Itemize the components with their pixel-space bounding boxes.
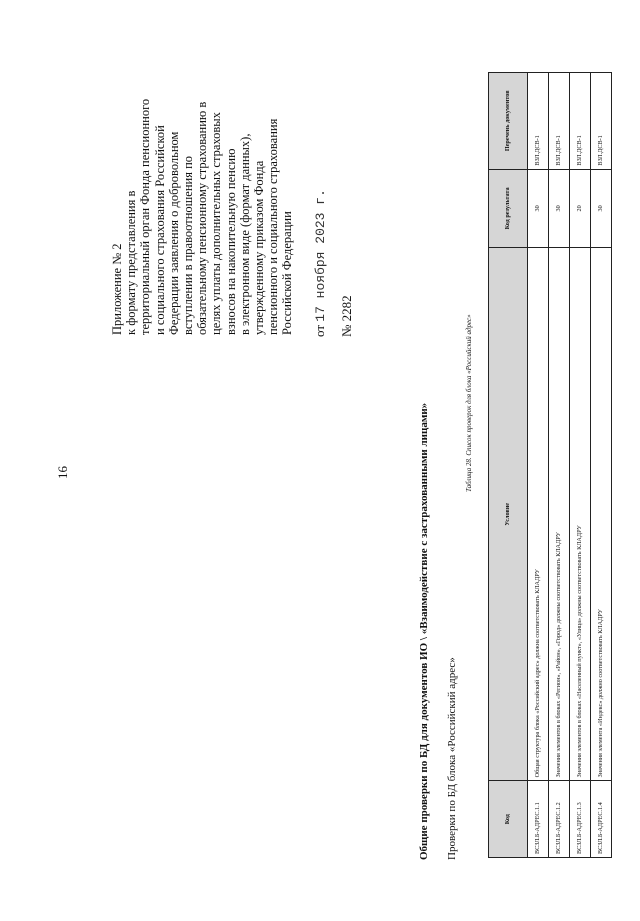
table-row bbox=[570, 73, 591, 858]
date-prefix: от bbox=[312, 324, 327, 337]
appendix-line: утвержденному приказом Фонда bbox=[252, 160, 267, 335]
cell-code: ВСЗЛ.Б-АДРЕС.1.4 bbox=[591, 781, 612, 858]
appendix-line: к формату представления в bbox=[124, 190, 139, 335]
appendix-line: целях уплаты дополнительных страховых bbox=[209, 112, 224, 335]
cell-result: 30 bbox=[549, 169, 570, 248]
cell-condition: Значения элемента «Индекс» должно соответствовать КЛАДРУ bbox=[591, 248, 612, 781]
header-docs: Перечень документов bbox=[489, 73, 528, 170]
cell-code: ВСЗЛ.Б-АДРЕС.1.3 bbox=[570, 781, 591, 858]
appendix-header bbox=[110, 99, 295, 335]
appendix-line: пенсионного и социального страхования bbox=[266, 118, 281, 335]
cell-result: 20 bbox=[570, 169, 591, 248]
cell-docs: ВЗЛ.ДСВ-1 bbox=[570, 73, 591, 170]
cell-code: ВСЗЛ.Б-АДРЕС.1.2 bbox=[549, 781, 570, 858]
appendix-line: Федерации заявления о добровольном bbox=[166, 131, 181, 335]
order-date bbox=[313, 189, 327, 337]
appendix-line: и социального страхования Российской bbox=[152, 125, 167, 335]
cell-docs: ВЗЛ.ДСВ-1 bbox=[528, 73, 549, 170]
checks-table bbox=[488, 72, 612, 858]
cell-result: 30 bbox=[591, 169, 612, 248]
header-result: Код результата bbox=[489, 169, 528, 248]
table-row bbox=[528, 73, 549, 858]
page-number: 16 bbox=[55, 466, 70, 479]
table-row bbox=[591, 73, 612, 858]
appendix-line: обязательному пенсионному страхованию в bbox=[195, 101, 210, 335]
table-caption: Таблица 28. Список проверок для блока «Российский адрес» bbox=[465, 314, 473, 492]
appendix-line: взносов на накопительную пенсию bbox=[223, 148, 238, 335]
cell-condition: Значения элементов в блоках «Населенный пункт», «Улица» должны соответствовать КЛАДРУ bbox=[570, 248, 591, 781]
header-code: Код bbox=[489, 781, 528, 858]
table-header-row bbox=[489, 73, 528, 858]
cell-result: 30 bbox=[528, 169, 549, 248]
date-value: 17 ноября 2023 г. bbox=[313, 189, 328, 322]
appendix-line: в электронном виде (формат данных), bbox=[237, 133, 252, 335]
order-number bbox=[340, 295, 353, 337]
appendix-line: Приложение № 2 bbox=[110, 243, 124, 335]
checks-table-wrapper bbox=[488, 72, 612, 858]
appendix-line: Российской Федерации bbox=[280, 211, 295, 335]
header-condition: Условие bbox=[489, 248, 528, 781]
number-value: 2282 bbox=[339, 295, 354, 322]
cell-docs: ВЗЛ.ДСВ-1 bbox=[591, 73, 612, 170]
cell-condition: Значения элементов в блоках «Регион», «Район», «Город» должны соответствовать КЛАДРУ bbox=[549, 248, 570, 781]
cell-code: ВСЗЛ.Б-АДРЕС.1.1 bbox=[528, 781, 549, 858]
number-prefix: № bbox=[339, 324, 354, 337]
section-title: Общие проверки по БД для документов ИО \ «Взаимодействие с застрахованными лицами» bbox=[418, 402, 430, 860]
cell-condition: Общая структура блока «Российский адрес» должна соответствовать КЛАДРУ bbox=[528, 248, 549, 781]
table-row bbox=[549, 73, 570, 858]
appendix-line: территориальный орган Фонда пенсионного bbox=[138, 98, 153, 335]
cell-docs: ВЗЛ.ДСВ-1 bbox=[549, 73, 570, 170]
appendix-line: вступлении в правоотношения по bbox=[181, 155, 196, 335]
subsection-title: Проверки по БД блока «Российский адрес» bbox=[446, 657, 458, 860]
